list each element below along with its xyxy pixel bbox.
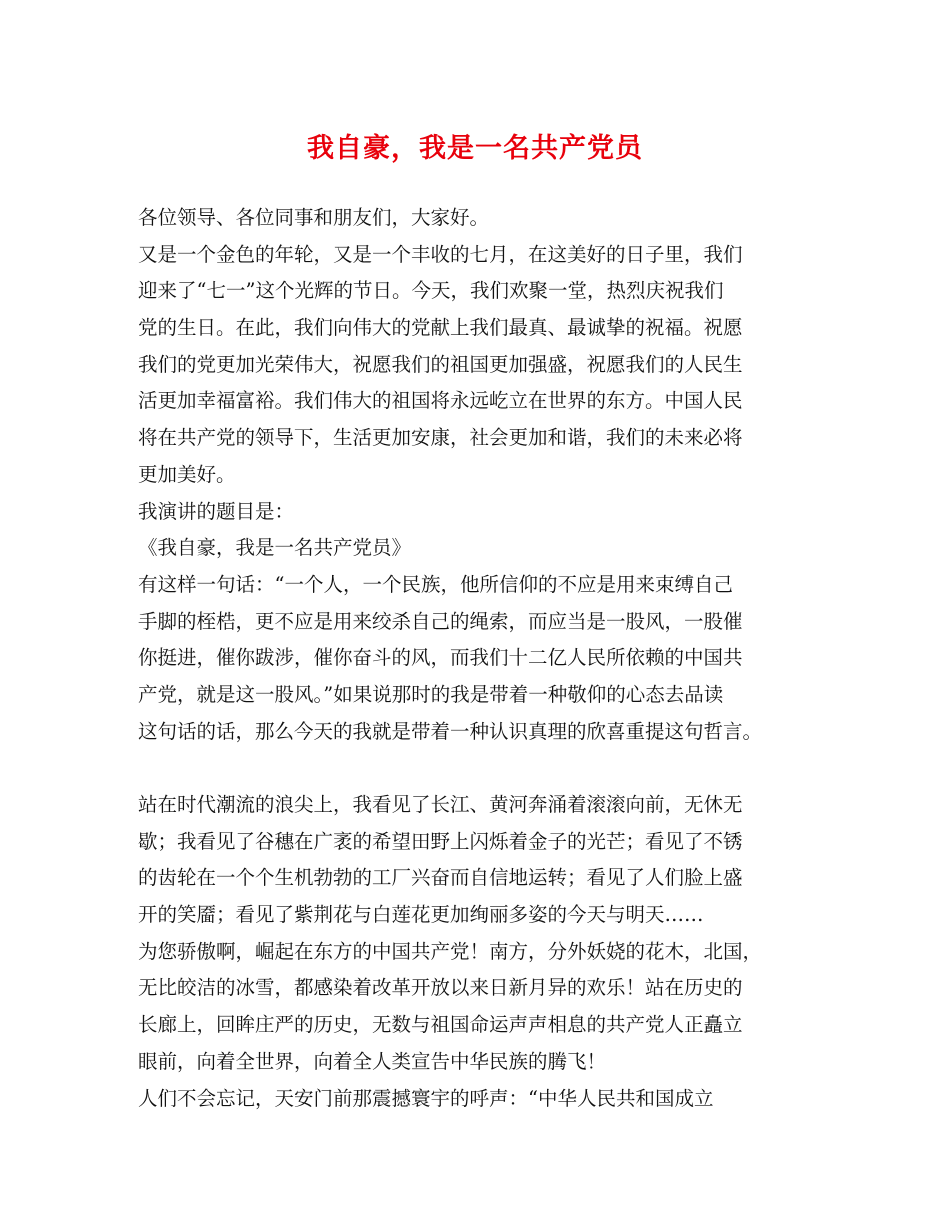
speech-topic-label: 我演讲的题目是： [138,499,295,523]
quote-line: 你挺进，催你跋涉，催你奋斗的风，而我们十二亿人民所依赖的中国共 [138,646,743,670]
paragraph-line: 无比皎洁的冰雪，都感染着改革开放以来日新月异的欢乐！站在历史的 [138,976,743,1000]
paragraph-line: 党的生日。在此，我们向伟大的党献上我们最真、最诚挚的祝福。祝愿 [138,316,743,340]
document-title: 我自豪，我是一名共产党员 [307,133,643,164]
speech-topic-title: 《我自豪，我是一名共产党员》 [138,536,412,560]
paragraph-line: 人们不会忘记，天安门前那震撼寰宇的呼声：“中华人民共和国成立 [138,1086,714,1110]
paragraph-line: 的齿轮在一个个生机勃勃的工厂兴奋而自信地运转；看见了人们脸上盛 [138,866,743,890]
paragraph-line: 活更加幸福富裕。我们伟大的祖国将永远屹立在世界的东方。中国人民 [138,389,743,413]
document-body [138,200,828,1117]
paragraph-line: 我们的党更加光荣伟大，祝愿我们的祖国更加强盛，祝愿我们的人民生 [138,352,743,376]
quote-line: 产党，就是这一股风。”如果说那时的我是带着一种敬仰的心态去品读 [138,682,724,706]
greeting-line: 各位领导、各位同事和朋友们，大家好。 [138,206,490,229]
paragraph-line: 开的笑靥；看见了紫荆花与白莲花更加绚丽多姿的今天与明天…… [138,903,704,927]
quote-line: 手脚的桎梏，更不应是用来绞杀自己的绳索，而应当是一股风，一股催 [138,609,743,633]
paragraph-line: 站在时代潮流的浪尖上，我看见了长江、黄河奔涌着滚滚向前，无休无 [138,793,743,816]
paragraph-line: 迎来了“七一”这个光辉的节日。今天，我们欢聚一堂，热烈庆祝我们 [138,279,724,303]
quote-line: 这句话的话，那么今天的我就是带着一种认识真理的欣喜重提这句哲言。 [138,719,763,743]
paragraph-line: 将在共产党的领导下，生活更加安康，社会更加和谐，我们的未来必将 [138,426,743,450]
paragraph-line: 更加美好。 [138,462,236,486]
quote-line: 有这样一句话：“一个人，一个民族，他所信仰的不应是用来束缚自己 [138,572,733,596]
paragraph-line: 为您骄傲啊，崛起在东方的中国共产党！南方，分外妖娆的花木，北国， [138,939,763,963]
paragraph-line: 眼前，向着全世界，向着全人类宣告中华民族的腾飞！ [138,1049,607,1073]
paragraph-line: 又是一个金色的年轮，又是一个丰收的七月，在这美好的日子里，我们 [138,242,743,266]
paragraph-line: 歇；我看见了谷穗在广袤的希望田野上闪烁着金子的光芒；看见了不锈 [138,829,743,853]
paragraph-gap [138,750,828,787]
paragraph-line: 长廊上，回眸庄严的历史，无数与祖国命运声声相息的共产党人正矗立 [138,1013,743,1037]
